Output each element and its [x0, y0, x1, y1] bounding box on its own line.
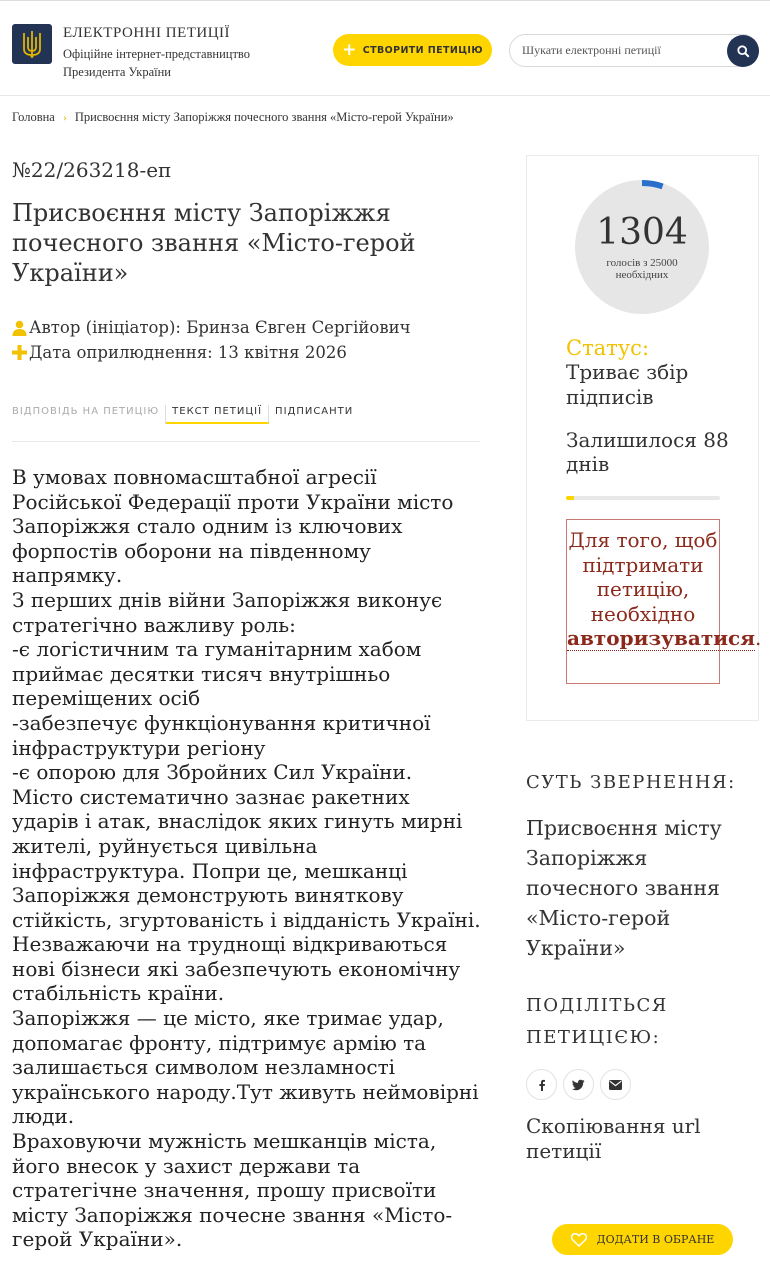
body-paragraph: -забезпечує функціонування критичної інфраструктури регіону — [12, 710, 431, 760]
votes-progress-fill — [566, 496, 574, 500]
votes-card — [526, 155, 762, 721]
plus-icon — [12, 345, 27, 360]
brand-subtitle-2: Президента України — [63, 65, 171, 79]
petition-date — [12, 343, 347, 362]
vote-count: 1304 — [596, 212, 688, 253]
email-icon — [609, 1080, 622, 1090]
facebook-icon — [536, 1079, 548, 1091]
search-icon — [737, 45, 750, 58]
essence-heading: СУТЬ ЗВЕРНЕННЯ: — [526, 772, 736, 793]
petition-number: №22/263218-еп — [12, 158, 172, 182]
tabs-divider — [12, 441, 480, 442]
add-to-favorites-button[interactable] — [552, 1224, 733, 1255]
share-buttons — [526, 1069, 631, 1100]
tab-signatories[interactable]: ПІДПИСАНТИ — [275, 406, 354, 417]
login-link[interactable]: авторизуватися — [567, 626, 756, 650]
body-paragraph: В умовах повномасштабної агресії Російської Федерації проти України місто Запоріжжя стало одним із ключових форпостів оборони на південному напрямку. — [12, 465, 454, 588]
essence-text: Присвоєння місту Запоріжжя почесного звання «Місто-герой України» — [526, 816, 722, 960]
auth-prompt-end: . — [755, 626, 762, 650]
create-petition-button[interactable] — [333, 34, 492, 66]
site-header — [0, 1, 770, 96]
status-value: Триває збір підписів — [566, 360, 689, 409]
body-paragraph: Запоріжжя — це місто, яке тримає удар, допомагає фронту, підтримує армію та залишається символом незламності українського народу.Тут живуть неймовірні люди. — [12, 1006, 479, 1129]
body-paragraph: -є опорою для Збройних Сил України. — [12, 760, 413, 785]
votes-progress-bar — [566, 496, 720, 500]
petition-tabs — [12, 405, 359, 424]
votes-circle — [575, 180, 709, 314]
share-heading: ПОДІЛІТЬСЯ ПЕТИЦІЄЮ: — [526, 995, 668, 1048]
copy-url-link[interactable]: Скопіювання url петиції — [526, 1114, 701, 1163]
search-box — [509, 34, 759, 67]
brand-block[interactable] — [63, 25, 250, 81]
share-email-button[interactable] — [600, 1069, 631, 1100]
search-button[interactable] — [727, 35, 759, 67]
body-paragraph: Враховуючи мужність мешканців міста, його внесок у захист держави та стратегічне значення, прошу присвоїти місту Запоріжжя почесне звання «Місто-герой України». — [12, 1129, 453, 1252]
auth-prompt-text: Для того, щоб підтримати петицію, необхідно — [568, 528, 718, 626]
body-paragraph: З перших днів війни Запоріжжя виконує стратегічно важливу роль: — [12, 587, 443, 637]
vote-goal-of: голосів з 25000 — [606, 257, 678, 269]
chevron-right-icon: › — [62, 110, 67, 124]
petition-title: Присвоєння місту Запоріжжя почесного звання «Місто-герой України» — [12, 199, 416, 287]
petition-author — [12, 318, 411, 337]
brand-title: ЕЛЕКТРОННІ ПЕТИЦІЇ — [63, 25, 231, 41]
petition-body — [12, 465, 482, 1252]
vote-goal-text — [575, 257, 709, 281]
date-text: Дата оприлюднення: 13 квітня 2026 — [29, 343, 347, 362]
share-twitter-button[interactable] — [563, 1069, 594, 1100]
twitter-icon — [572, 1079, 585, 1091]
vote-goal-needed: необхідних — [615, 269, 669, 281]
share-facebook-button[interactable] — [526, 1069, 557, 1100]
add-to-favorites-label: ДОДАТИ В ОБРАНЕ — [596, 1233, 715, 1246]
tab-response[interactable]: ВІДПОВІДЬ НА ПЕТИЦІЮ — [12, 405, 166, 424]
days-remaining: Залишилося 88 днів — [566, 428, 729, 476]
user-icon — [12, 320, 27, 336]
body-paragraph: Місто систематично зазнає ракетних ударів і атак, внаслідок яких гинуть мирні жителі, руйнується цивільна інфраструктура. Попри це, мешканці Запоріжжя демонструють виняткову стійкість, згуртованість і відданість Україні. — [12, 784, 481, 932]
breadcrumb-home-link[interactable]: Головна — [12, 110, 55, 124]
heart-icon — [571, 1233, 587, 1247]
search-input[interactable] — [522, 43, 722, 58]
status-label: Статус: — [566, 336, 650, 360]
author-text: Автор (ініціатор): Бринза Євген Сергійович — [29, 318, 411, 337]
create-petition-label: СТВОРИТИ ПЕТИЦІЮ — [362, 44, 483, 56]
brand-subtitle-1: Офіційне інтернет-представництво — [63, 47, 250, 61]
breadcrumb-current: Присвоєння місту Запоріжжя почесного звання «Місто-герой України» — [74, 110, 454, 124]
body-paragraph: Незважаючи на труднощі відкриваються нові бізнеси які забезпечують економічну стабільність країни. — [12, 932, 461, 1006]
breadcrumb — [12, 110, 454, 125]
trident-logo-icon[interactable] — [12, 24, 52, 64]
auth-prompt — [566, 519, 762, 684]
tab-petition-text[interactable]: ТЕКСТ ПЕТИЦІЇ — [166, 405, 269, 424]
plus-icon: + — [342, 39, 357, 60]
body-paragraph: -є логістичним та гуманітарним хабом приймає десятки тисяч внутрішньо переміщених осіб — [12, 637, 422, 711]
